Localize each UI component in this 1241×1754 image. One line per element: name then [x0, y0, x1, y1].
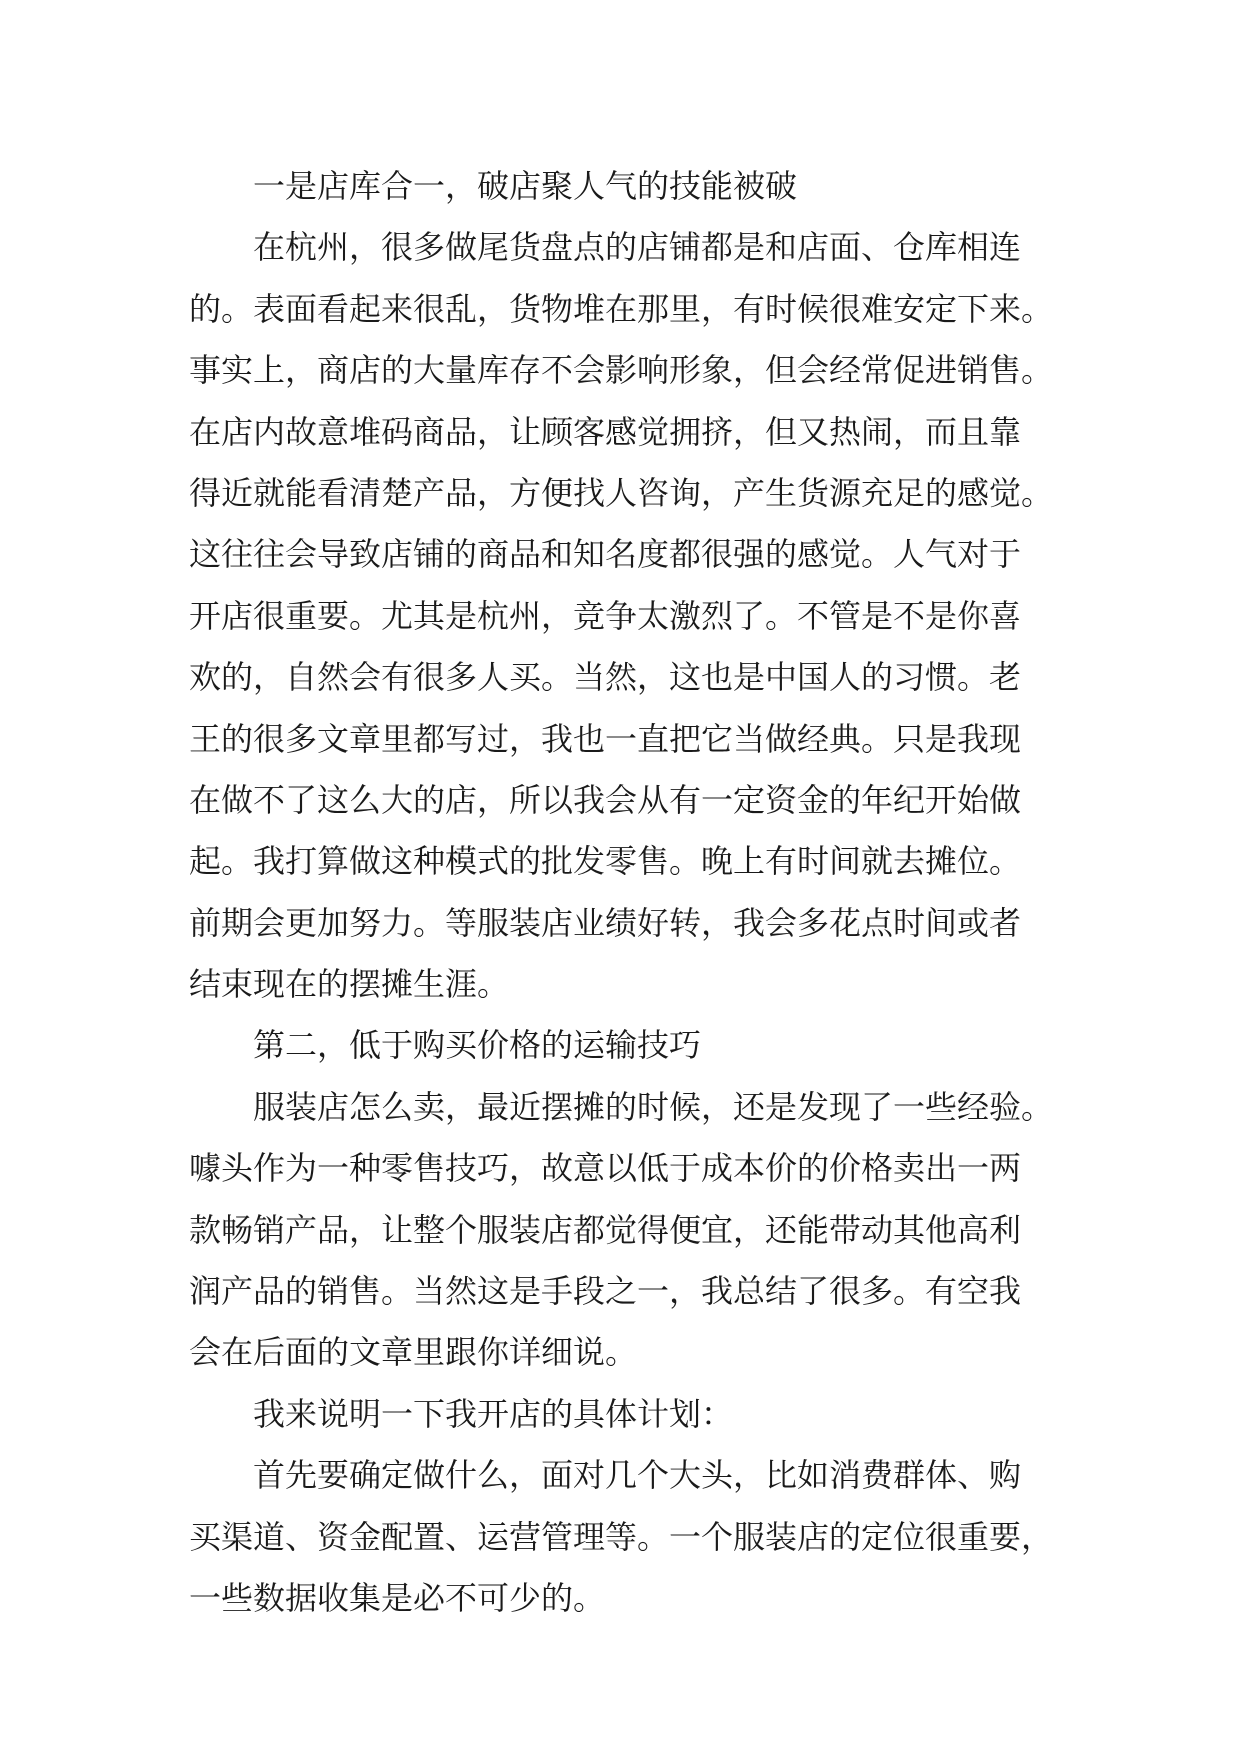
text-line: 首先要确定做什么，面对几个大头，比如消费群体、购 [253, 1456, 1022, 1495]
text-line: 会在后面的文章里跟你详细说。 [189, 1333, 638, 1372]
text-line: 前期会更加努力。等服装店业绩好转，我会多花点时间或者 [189, 903, 1022, 942]
text-line: 起。我打算做这种模式的批发零售。晚上有时间就去摊位。 [189, 842, 1022, 881]
text-line: 润产品的销售。当然这是手段之一，我总结了很多。有空我 [189, 1272, 1022, 1311]
text-line: 的。表面看起来很乱，货物堆在那里，有时候很难安定下来。 [189, 289, 1054, 328]
text-line: 在做不了这么大的店，所以我会从有一定资金的年纪开始做 [189, 780, 1022, 819]
text-line: 王的很多文章里都写过，我也一直把它当做经典。只是我现 [189, 719, 1022, 758]
text-line: 服装店怎么卖，最近摆摊的时候，还是发现了一些经验。 [253, 1087, 1054, 1126]
paragraph-intro-plan: 我来说明一下我开店的具体计划： [253, 1394, 734, 1433]
text-line: 在杭州，很多做尾货盘点的店铺都是和店面、仓库相连 [253, 228, 1022, 267]
text-line: 事实上，商店的大量库存不会影响形象，但会经常促进销售。 [189, 351, 1054, 390]
paragraph-heading-1: 一是店库合一，破店聚人气的技能被破 [253, 167, 798, 205]
text-line: 买渠道、资金配置、运营管理等。一个服装店的定位很重要， [189, 1517, 1054, 1556]
text-line: 结束现在的摆摊生涯。 [189, 965, 510, 1004]
paragraph-heading-2: 第二，低于购买价格的运输技巧 [253, 1026, 702, 1065]
text-line: 得近就能看清楚产品，方便找人咨询，产生货源充足的感觉。 [189, 473, 1054, 512]
text-line: 开店很重要。尤其是杭州，竞争太激烈了。不管是不是你喜 [189, 596, 1022, 635]
text-line: 款畅销产品，让整个服装店都觉得便宜，还能带动其他高利 [189, 1210, 1022, 1249]
text-line: 这往往会导致店铺的商品和知名度都很强的感觉。人气对于 [189, 535, 1022, 574]
text-line: 一些数据收集是必不可少的。 [189, 1578, 606, 1617]
article-body [189, 156, 1069, 1629]
text-line: 在店内故意堆码商品，让顾客感觉拥挤，但又热闹，而且靠 [189, 412, 1022, 451]
text-line: 欢的，自然会有很多人买。当然，这也是中国人的习惯。老 [189, 658, 1022, 697]
text-line: 噱头作为一种零售技巧，故意以低于成本价的价格卖出一两 [189, 1149, 1022, 1188]
